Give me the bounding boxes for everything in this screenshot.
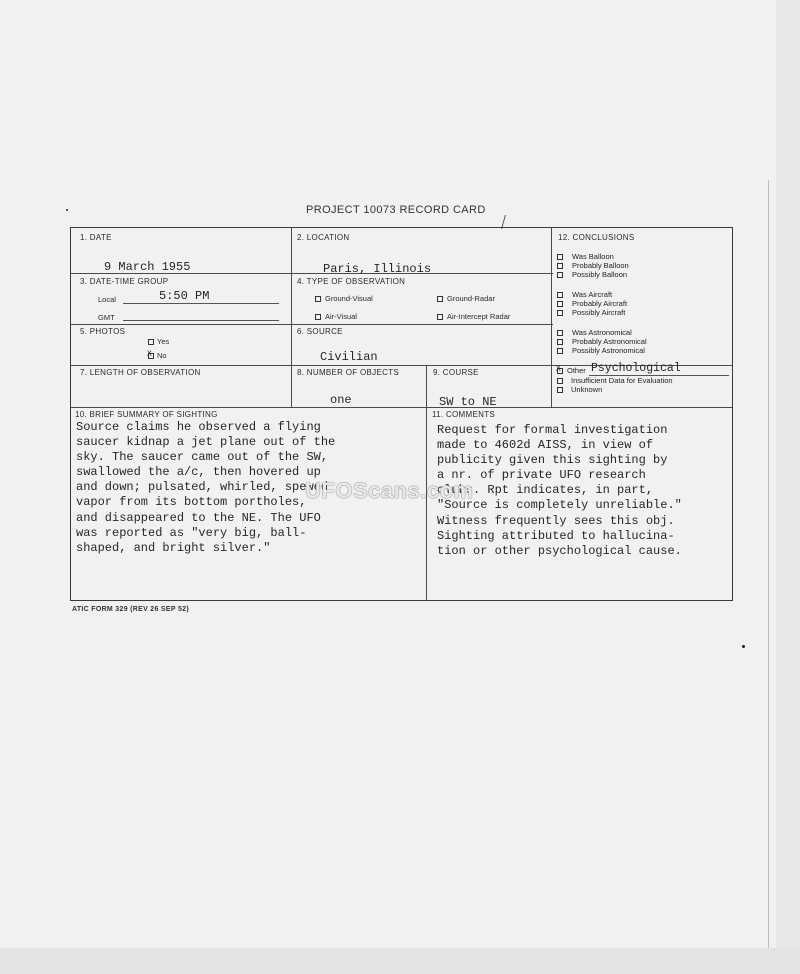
record-card-form	[70, 227, 733, 601]
summary-line: Source claims he observed a flying	[76, 420, 321, 434]
checkbox	[437, 296, 443, 302]
summary-line: was reported as "very big, ball-	[76, 525, 307, 540]
date-label: 1. DATE	[80, 233, 112, 242]
photos-no-mark: X	[147, 350, 152, 359]
comment-line: Sighting attributed to hallucina-	[437, 528, 675, 543]
summary-line: vapor from its bottom portholes,	[76, 495, 307, 510]
conclusion-probably-aircraft: Probably Aircraft	[572, 299, 628, 308]
conclusion-possibly-balloon: Possibly Balloon	[572, 270, 628, 279]
scan-bottom-band	[0, 948, 800, 974]
local-time-value: 5:50 PM	[159, 289, 210, 303]
checkbox	[148, 339, 154, 345]
grid-line	[71, 407, 732, 408]
form-footer: ATIC FORM 329 (REV 26 SEP 52)	[72, 606, 189, 613]
summary-line: swallowed the a/c, then hovered up	[76, 465, 321, 480]
gmt-label: GMT	[98, 313, 115, 322]
location-label: 2. LOCATION	[297, 233, 350, 242]
length-of-observation-label: 7. LENGTH OF OBSERVATION	[80, 368, 201, 377]
checkbox	[315, 296, 321, 302]
conclusion-other-value: Psychological	[591, 362, 681, 375]
checkbox	[557, 378, 563, 384]
source-label: 6. SOURCE	[297, 327, 343, 336]
ground-visual-option: Ground-Visual	[325, 294, 373, 303]
conclusion-unknown: Unknown	[571, 385, 603, 394]
checkbox	[557, 387, 563, 393]
comment-line: publicity given this sighting by	[437, 453, 668, 468]
checkbox	[557, 301, 563, 307]
card-title: PROJECT 10073 RECORD CARD	[306, 204, 486, 216]
page-edge	[776, 0, 800, 974]
gmt-underline	[123, 320, 279, 321]
brief-summary-label: 10. BRIEF SUMMARY OF SIGHTING	[75, 410, 218, 419]
number-of-objects-label: 8. NUMBER OF OBJECTS	[297, 368, 400, 377]
conclusion-was-balloon: Was Balloon	[572, 252, 614, 261]
conclusion-other-label: Other	[567, 366, 586, 375]
scan-speck	[742, 645, 745, 648]
course-label: 9. COURSE	[433, 368, 479, 377]
source-value: Civilian	[320, 350, 378, 364]
air-visual-option: Air-Visual	[325, 312, 357, 321]
grid-line	[551, 228, 552, 407]
comment-line: made to 4602d AISS, in view of	[437, 438, 654, 453]
comment-line: tion or other psychological cause.	[437, 543, 682, 558]
conclusion-possibly-astronomical: Possibly Astronomical	[572, 346, 645, 355]
comment-line: a nr. of private UFO research	[437, 468, 646, 483]
checkbox	[557, 272, 563, 278]
checkbox	[557, 330, 563, 336]
comment-line: "Source is completely unreliable."	[437, 498, 682, 513]
grid-line	[71, 324, 553, 325]
conclusion-possibly-aircraft: Possibly Aircraft	[572, 308, 626, 317]
checkbox	[557, 254, 563, 260]
summary-line: and disappeared to the NE. The UFO	[76, 510, 321, 525]
page-edge-line	[768, 180, 769, 960]
brief-summary-text	[76, 420, 335, 556]
number-of-objects-value: one	[330, 393, 352, 407]
comment-line: clubs. Rpt indicates, in part,	[437, 483, 654, 498]
summary-line: saucer kidnap a jet plane out of the	[76, 435, 336, 450]
conclusion-probably-astronomical: Probably Astronomical	[572, 337, 647, 346]
checkbox	[315, 314, 321, 320]
air-intercept-radar-option: Air-Intercept Radar	[447, 312, 511, 321]
date-time-group-label: 3. DATE-TIME GROUP	[80, 277, 169, 286]
summary-line: sky. The saucer came out of the SW,	[76, 450, 329, 465]
comment-line: Request for formal investigation	[437, 423, 668, 437]
local-underline	[123, 303, 279, 304]
conclusion-was-astronomical: Was Astronomical	[572, 328, 632, 337]
checkbox	[557, 292, 563, 298]
course-value: SW to NE	[439, 395, 497, 409]
checkbox	[557, 310, 563, 316]
checkbox	[437, 314, 443, 320]
type-of-observation-label: 4. TYPE OF OBSERVATION	[297, 277, 406, 286]
checkbox	[557, 339, 563, 345]
ground-radar-option: Ground-Radar	[447, 294, 495, 303]
conclusions-label: 12. CONCLUSIONS	[558, 233, 635, 242]
location-value: Paris, Illinois	[323, 262, 432, 276]
grid-line	[291, 228, 292, 407]
conclusion-probably-balloon: Probably Balloon	[572, 261, 629, 270]
watermark: UFOScans.com	[305, 478, 474, 503]
date-value: 9 March 1955	[104, 260, 191, 274]
conclusion-was-aircraft: Was Aircraft	[572, 290, 613, 299]
summary-line: shaped, and bright silver."	[76, 540, 271, 555]
local-label: Local	[98, 295, 116, 304]
comments-label: 11. COMMENTS	[432, 410, 496, 419]
photos-no: No	[157, 351, 167, 360]
conclusion-other-mark: X	[556, 365, 561, 374]
summary-line: and down; pulsated, whirled, spewed	[76, 480, 329, 495]
conclusion-insufficient-data: Insufficient Data for Evaluation	[571, 376, 673, 385]
checkbox	[557, 263, 563, 269]
photos-label: 5. PHOTOS	[80, 327, 126, 336]
checkbox	[557, 348, 563, 354]
photos-yes: Yes	[157, 337, 170, 346]
scan-speck	[66, 209, 68, 211]
comment-line: Witness frequently sees this obj.	[437, 513, 675, 528]
